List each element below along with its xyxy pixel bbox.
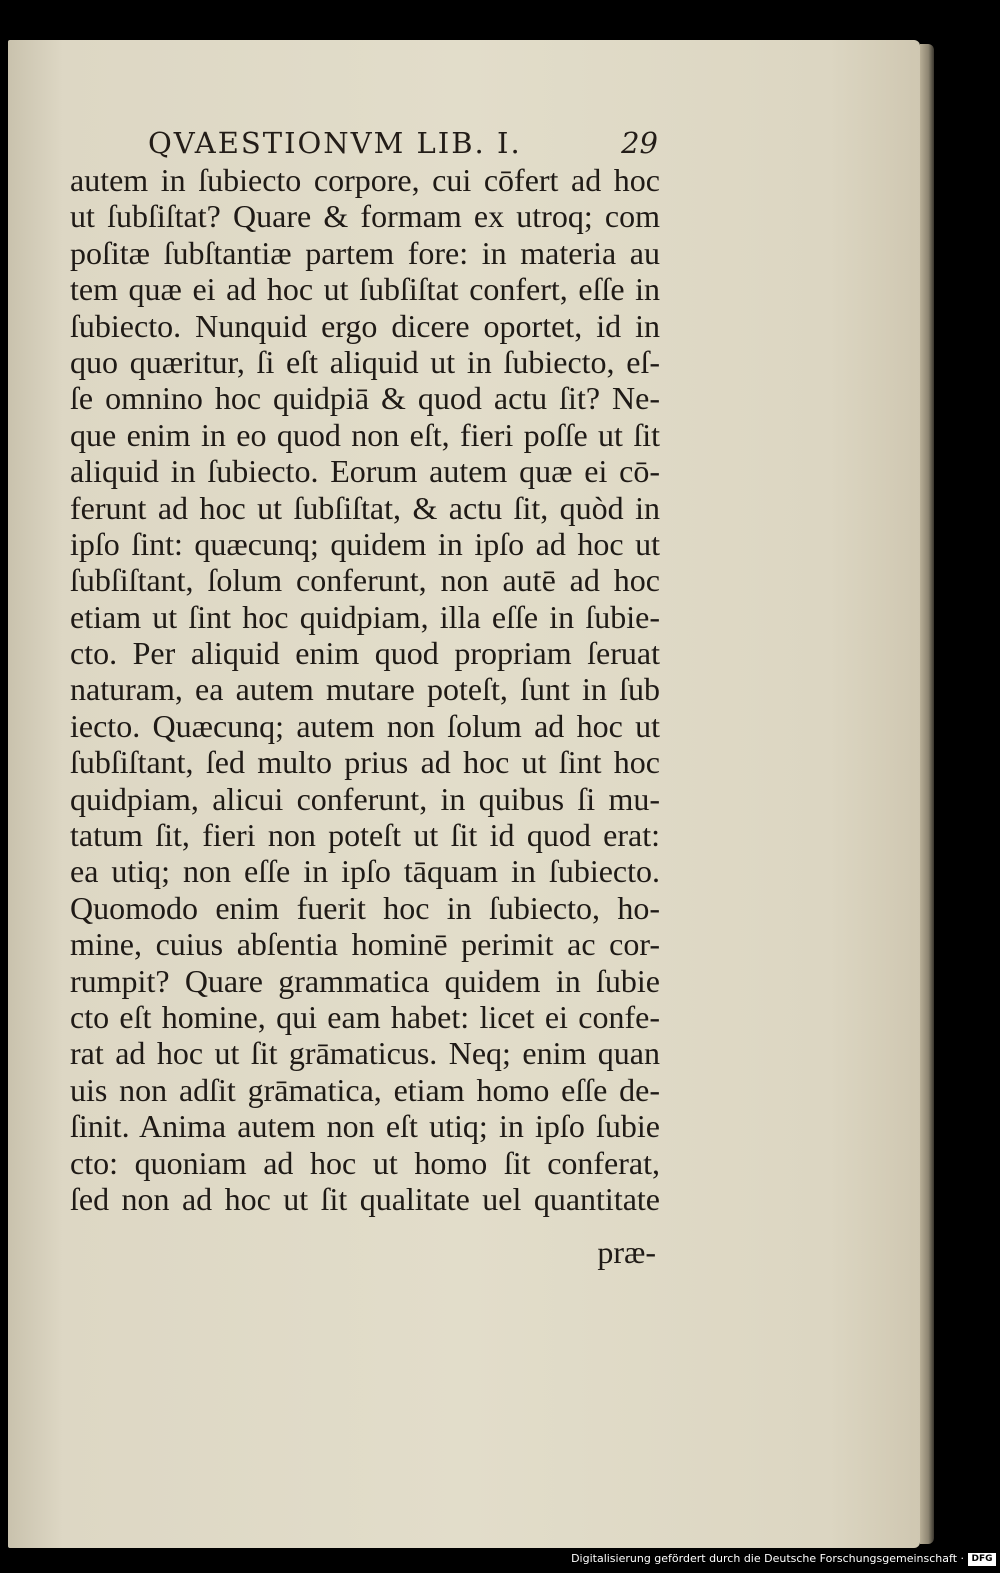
- catchword: præ-: [597, 1234, 656, 1270]
- digitization-credit: Digitalisierung gefördert durch die Deutsche Forschungsgemeinschaft ·: [571, 1552, 964, 1565]
- running-title: QVAESTIONVM LIB. I.: [148, 126, 522, 160]
- text-line: cto. Per aliquid enim quod propriam ſeruat: [70, 635, 660, 672]
- text-line: rat ad hoc ut ſit grāmaticus. Neq; enim quan: [70, 1035, 660, 1072]
- text-line: naturam, ea autem mutare poteſt, ſunt in ſub: [70, 671, 660, 708]
- text-line: poſitæ ſubſtantiæ partem fore: in materia au: [70, 234, 660, 271]
- text-line: autem in ſubiecto corpore, cui cōfert ad hoc: [70, 162, 660, 198]
- text-line: etiam ut ſint hoc quidpiam, illa eſſe in ſubie-: [70, 598, 660, 635]
- text-line: ea utiq; non eſſe in ipſo tāquam in ſubiecto.: [70, 853, 660, 890]
- text-line: ut ſubſiſtat? Quare & formam ex utroq; com: [70, 198, 660, 235]
- text-line: mine, cuius abſentia hominē perimit ac cor-: [70, 926, 660, 963]
- text-line: ſubiecto. Nunquid ergo dicere oportet, id in: [70, 307, 660, 344]
- text-line: uis non adſit grāmatica, etiam homo eſſe de-: [70, 1071, 660, 1108]
- text-line: tem quæ ei ad hoc ut ſubſiſtat confert, eſſe in: [70, 271, 660, 308]
- text-line: ſinit. Anima autem non eſt utiq; in ipſo ſubie: [70, 1108, 660, 1145]
- page-edge: [920, 44, 934, 1544]
- text-line: ferunt ad hoc ut ſubſiſtat, & actu ſit, quòd in: [70, 489, 660, 526]
- text-line: Quomodo enim fuerit hoc in ſubiecto, ho-: [70, 889, 660, 926]
- text-line: cto: quoniam ad hoc ut homo ſit conferat,: [70, 1144, 660, 1181]
- page-number: 29: [621, 126, 658, 160]
- text-line: que enim in eo quod non eſt, fieri poſſe ut ſit: [70, 416, 660, 453]
- page-header: [148, 126, 658, 166]
- text-line: aliquid in ſubiecto. Eorum autem quæ ei cō-: [70, 453, 660, 490]
- text-line: iecto. Quæcunq; autem non ſolum ad hoc ut: [70, 707, 660, 744]
- text-line: quidpiam, alicui conferunt, in quibus ſi mu-: [70, 780, 660, 817]
- text-line: quo quæritur, ſi eſt aliquid ut in ſubiecto, eſ-: [70, 343, 660, 380]
- text-line: ſubſiſtant, ſolum conferunt, non autē ad hoc: [70, 562, 660, 599]
- text-line: ipſo ſint: quæcunq; quidem in ipſo ad hoc ut: [70, 525, 660, 562]
- text-line: ſubſiſtant, ſed multo prius ad hoc ut ſint hoc: [70, 744, 660, 781]
- text-line: rumpit? Quare grammatica quidem in ſubie: [70, 962, 660, 999]
- text-line: cto eſt homine, qui eam habet: licet ei confe-: [70, 998, 660, 1035]
- body-text: [70, 162, 660, 1217]
- text-line: ſed non ad hoc ut ſit qualitate uel quantitate: [70, 1180, 660, 1217]
- dfg-logo: DFG: [968, 1553, 996, 1566]
- text-line: ſe omnino hoc quidpiā & quod actu ſit? Ne-: [70, 380, 660, 417]
- text-line: tatum ſit, fieri non poteſt ut ſit id quod erat:: [70, 817, 660, 854]
